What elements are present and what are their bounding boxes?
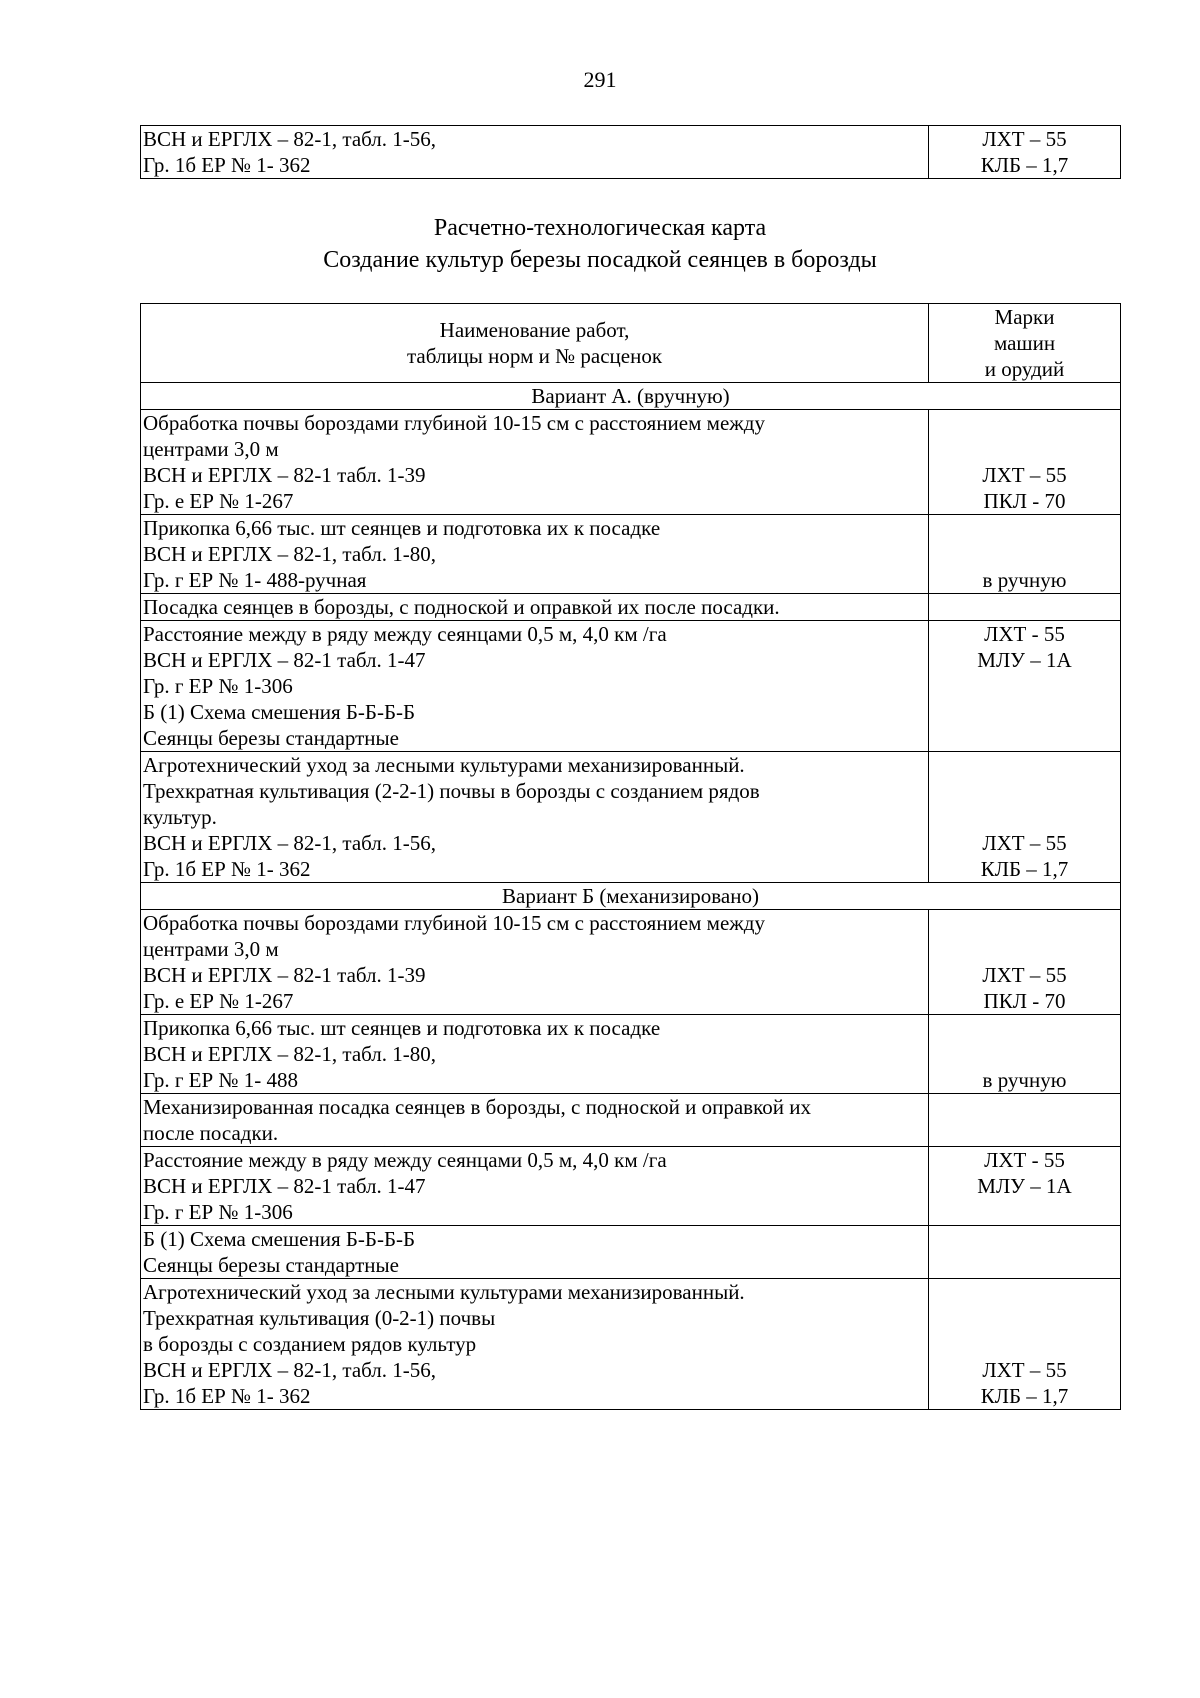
machine-line: ЛХТ – 55 [982,127,1067,151]
header-machine-cell [929,304,1121,383]
work-line: ВСН и ЕРГЛХ – 82-1 табл. 1-47 [143,648,426,672]
machine-line: ЛХТ – 55 [982,1358,1067,1382]
machine-line: КЛБ – 1,7 [980,857,1069,881]
machine-cell [929,1015,1121,1094]
header-machine-line: машин [993,331,1056,355]
machine-cell [929,126,1121,179]
work-line: культур. [143,805,217,829]
work-line: Обработка почвы бороздами глубиной 10-15 см с расстоянием между [143,411,765,435]
header-work-cell [141,304,929,383]
work-line: Прикопка 6,66 тыс. шт сеянцев и подготовка их к посадке [143,516,661,540]
work-line: Б (1) Схема смешения Б-Б-Б-Б [143,1227,416,1251]
variant-label: Вариант А. (вручную) [141,383,1121,410]
work-line: Гр. г ЕР № 1- 488-ручная [143,568,367,592]
header-work-line: таблицы норм и № расценок [406,344,663,368]
machine-line: ЛХТ – 55 [982,831,1067,855]
table-header-row [141,304,1121,383]
work-line: Агротехнический уход за лесными культурами механизированный. [143,753,745,777]
machine-line: КЛБ – 1,7 [980,153,1069,177]
table-row [141,1094,1121,1147]
work-line: Гр. г ЕР № 1- 488 [143,1068,298,1092]
work-line: в борозды с созданием рядов культур [143,1332,477,1356]
work-line: Трехкратная культивация (2-2-1) почвы в борозды с созданием рядов [143,779,760,803]
work-line: Гр. е ЕР № 1-267 [143,989,294,1013]
work-cell [141,752,929,883]
table-row [141,621,1121,752]
table-row [141,1015,1121,1094]
card-title-line-2: Создание культур березы посадкой сеянцев в борозды [323,247,877,273]
work-line: Сеянцы березы стандартные [143,1253,399,1277]
card-title-line-1: Расчетно-технологическая карта [433,215,767,241]
card-title [0,212,1200,276]
variant-row [141,883,1121,910]
machine-cell [929,410,1121,515]
machine-cell [929,1226,1121,1279]
table-row [141,1279,1121,1410]
work-line: ВСН и ЕРГЛХ – 82-1, табл. 1-56, [143,831,437,855]
work-line: Гр. г ЕР № 1-306 [143,674,293,698]
work-line: Механизированная посадка сеянцев в борозды, с подноской и оправкой их [143,1095,811,1119]
variant-label: Вариант Б (механизировано) [141,883,1121,910]
work-line: ВСН и ЕРГЛХ – 82-1, табл. 1-56, [143,127,437,151]
machine-line: в ручную [982,1068,1067,1092]
machine-cell [929,594,1121,621]
machine-cell [929,752,1121,883]
work-line: Гр. е ЕР № 1-267 [143,489,294,513]
work-line: Гр. г ЕР № 1-306 [143,1200,293,1224]
machine-line: ЛХТ – 55 [982,963,1067,987]
work-cell [141,515,929,594]
table-row [141,126,1121,179]
work-cell [141,1094,929,1147]
table-row [141,752,1121,883]
work-cell [141,1279,929,1410]
work-line: Прикопка 6,66 тыс. шт сеянцев и подготовка их к посадке [143,1016,661,1040]
machine-cell [929,1147,1121,1226]
work-line: Трехкратная культивация (0-2-1) почвы [143,1306,496,1330]
machine-cell [929,621,1121,752]
work-line: ВСН и ЕРГЛХ – 82-1 табл. 1-47 [143,1174,426,1198]
work-line: центрами 3,0 м [143,937,279,961]
variant-row [141,383,1121,410]
machine-line: МЛУ – 1А [977,1174,1072,1198]
continuation-table [140,125,1121,179]
page-number: 291 [583,67,617,92]
work-cell [141,594,929,621]
technology-card-table [140,303,1121,1410]
header-machine-line: Марки [994,305,1055,329]
machine-cell [929,910,1121,1015]
work-cell [141,410,929,515]
work-line: Посадка сеянцев в борозды, с подноской и оправкой их после посадки. [143,595,780,619]
work-line: Расстояние между в ряду между сеянцами 0,5 м, 4,0 км /га [143,622,667,646]
work-line: Б (1) Схема смешения Б-Б-Б-Б [143,700,416,724]
table-row [141,594,1121,621]
machine-cell [929,515,1121,594]
work-line: ВСН и ЕРГЛХ – 82-1 табл. 1-39 [143,463,426,487]
table-row [141,910,1121,1015]
work-line: центрами 3,0 м [143,437,279,461]
work-line: ВСН и ЕРГЛХ – 82-1 табл. 1-39 [143,963,426,987]
machine-cell [929,1279,1121,1410]
work-line: Расстояние между в ряду между сеянцами 0,5 м, 4,0 км /га [143,1148,667,1172]
work-cell [141,1226,929,1279]
table-row [141,1147,1121,1226]
table-row [141,410,1121,515]
machine-line: ЛХТ – 55 [982,463,1067,487]
machine-line: в ручную [982,568,1067,592]
work-line: Гр. 1б ЕР № 1- 362 [143,153,311,177]
work-cell [141,126,929,179]
work-line: Агротехнический уход за лесными культурами механизированный. [143,1280,745,1304]
header-work-line: Наименование работ, [439,318,630,342]
work-line: ВСН и ЕРГЛХ – 82-1, табл. 1-56, [143,1358,437,1382]
machine-line: ЛХТ - 55 [984,622,1065,646]
header-machine-line: и орудий [984,357,1065,381]
machine-line: ПКЛ - 70 [983,489,1066,513]
work-cell [141,1147,929,1226]
table-body [141,304,1121,1410]
work-cell [141,1015,929,1094]
table-row [141,1226,1121,1279]
work-cell [141,910,929,1015]
work-line: после посадки. [143,1121,279,1145]
work-line: Обработка почвы бороздами глубиной 10-15 см с расстоянием между [143,911,765,935]
work-line: Гр. 1б ЕР № 1- 362 [143,1384,311,1408]
table-row [141,515,1121,594]
work-cell [141,621,929,752]
machine-line: КЛБ – 1,7 [980,1384,1069,1408]
work-line: ВСН и ЕРГЛХ – 82-1, табл. 1-80, [143,1042,437,1066]
machine-line: МЛУ – 1А [977,648,1072,672]
machine-line: ПКЛ - 70 [983,989,1066,1013]
work-line: Гр. 1б ЕР № 1- 362 [143,857,311,881]
work-line: Сеянцы березы стандартные [143,726,399,750]
machine-line: ЛХТ - 55 [984,1148,1065,1172]
work-line: ВСН и ЕРГЛХ – 82-1, табл. 1-80, [143,542,437,566]
machine-cell [929,1094,1121,1147]
